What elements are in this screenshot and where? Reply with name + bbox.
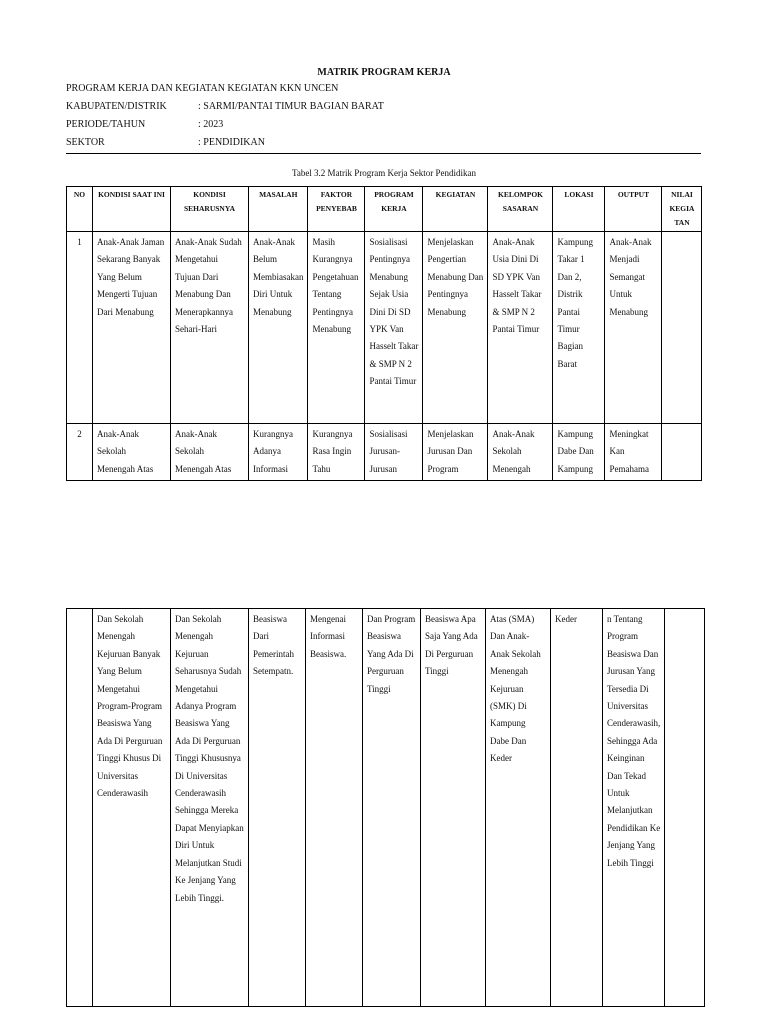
table-cell: Anak-Anak Usia Dini Di SD YPK Van Hasselt Takar & SMP N 2 Pantai Timur [488, 232, 553, 424]
table-cell: n Tentang Program Beasiswa Dan Jurusan Yang Tersedia Di Universitas Cenderawasih, Sehingga Ada Keinginan Dan Tekad Untuk Melanjutkan Pendidikan Ke Jenjang Yang Lebih Tinggi [603, 609, 665, 1007]
meta-value: : PENDIDIKAN [198, 137, 265, 148]
table-cell: Kurangnya Rasa Ingin Tahu [308, 424, 365, 481]
meta-key: KABUPATEN/DISTRIK [66, 101, 167, 112]
meta-value: : SARMI/PANTAI TIMUR BAGIAN BARAT [198, 101, 384, 112]
table-cell: Anak-Anak Belum Membiasakan Diri Untuk Menabung [249, 232, 308, 424]
col-header: PROGRAM KERJA [365, 187, 423, 232]
table-cell: Anak-Anak Sudah Mengetahui Tujuan Dari Menabung Dan Menerapkannya Sehari-Hari [171, 232, 249, 424]
table-cell: 2 [67, 424, 93, 481]
table-cell: Anak-Anak Sekolah Menengah Atas [171, 424, 249, 481]
table-cell [67, 609, 93, 1007]
header-row [67, 187, 702, 232]
program-heading: PROGRAM KERJA DAN KEGIATAN KEGIATAN KKN UNCEN [66, 83, 339, 94]
table-cell: Beasiswa Apa Saja Yang Ada Di Perguruan Tinggi [421, 609, 486, 1007]
table-cell: Keder [551, 609, 603, 1007]
table-row [67, 424, 702, 481]
table-cell: Kurangnya Adanya Informasi [249, 424, 308, 481]
col-header: KEGIATAN [423, 187, 488, 232]
table-cell: Sosialisasi Jurusan-Jurusan [365, 424, 423, 481]
col-header: NILAI KEGIA TAN [662, 187, 702, 232]
table-cell [662, 424, 702, 481]
col-header: KELOMPOK SASARAN [488, 187, 553, 232]
col-header: NO [67, 187, 93, 232]
table-cell: Menjelaskan Pengertian Menabung Dan Pentingnya Menabung [423, 232, 488, 424]
table-cell: Mengenai Informasi Beasiswa. [306, 609, 363, 1007]
col-header: KONDISI SAAT INI [93, 187, 171, 232]
col-header: MASALAH [249, 187, 308, 232]
col-header: LOKASI [553, 187, 605, 232]
table-cell: Dan Sekolah Menengah Kejuruan Banyak Yang Belum Mengetahui Program-Program Beasiswa Yang Ada Di Perguruan Tinggi Khusus Di Universitas Cenderawasih [93, 609, 171, 1007]
meta-value: : 2023 [198, 119, 224, 130]
table-cell: Dan Sekolah Menengah Kejuruan Seharusnya Sudah Mengetahui Adanya Program Beasiswa Yang Ada Di Perguruan Tinggi Khususnya Di Universitas Cenderawasih Sehingga Mereka Dapat Menyiapkan Diri Untuk Melanjutkan Studi Ke Jenjang Yang Lebih Tinggi. [171, 609, 249, 1007]
meta-key: SEKTOR [66, 137, 105, 148]
table-cell: Kampung Takar 1 Dan 2, Distrik Pantai Timur Bagian Barat [553, 232, 605, 424]
table-caption: Tabel 3.2 Matrik Program Kerja Sektor Pendidikan [291, 168, 477, 178]
table-cell: Dan Program Beasiswa Yang Ada Di Perguruan Tinggi [363, 609, 421, 1007]
table-cell: Kampung Dabe Dan Kampung [553, 424, 605, 481]
table-cell: Menjelaskan Jurusan Dan Program [423, 424, 488, 481]
table-cell: Masih Kurangnya Pengetahuan Tentang Pentingnya Menabung [308, 232, 365, 424]
table-cell: Atas (SMA) Dan Anak-Anak Sekolah Menengah Kejuruan (SMK) Di Kampung Dabe Dan Keder [486, 609, 551, 1007]
table-cell: Anak-Anak Jaman Sekarang Banyak Yang Belum Mengerti Tujuan Dari Menabung [93, 232, 171, 424]
table-cell: Anak-Anak Sekolah Menengah [488, 424, 553, 481]
table-cell: Beasiswa Dari Pemerintah Setempatn. [249, 609, 306, 1007]
table-cell: Meningkat Kan Pemahama [605, 424, 662, 481]
table-cell [662, 232, 702, 424]
table-cell: 1 [67, 232, 93, 424]
meta-key: PERIODE/TAHUN [66, 119, 146, 130]
table-cell: Anak-Anak Menjadi Semangat Untuk Menabung [605, 232, 662, 424]
table-cell: Anak-Anak Sekolah Menengah Atas [93, 424, 171, 481]
table-cell [665, 609, 705, 1007]
col-header: KONDISI SEHARUSNYA [171, 187, 249, 232]
table-row [67, 232, 702, 424]
divider [66, 153, 701, 154]
document-title: MATRIK PROGRAM KERJA [317, 67, 451, 78]
program-matrix-table [66, 186, 702, 481]
col-header: OUTPUT [605, 187, 662, 232]
table-cell: Sosialisasi Pentingnya Menabung Sejak Usia Dini Di SD YPK Van Hasselt Takar & SMP N 2 Pantai Timur [365, 232, 423, 424]
program-matrix-table-continued [66, 608, 705, 1007]
col-header: FAKTOR PENYEBAB [308, 187, 365, 232]
table-row-continued [67, 609, 705, 1007]
